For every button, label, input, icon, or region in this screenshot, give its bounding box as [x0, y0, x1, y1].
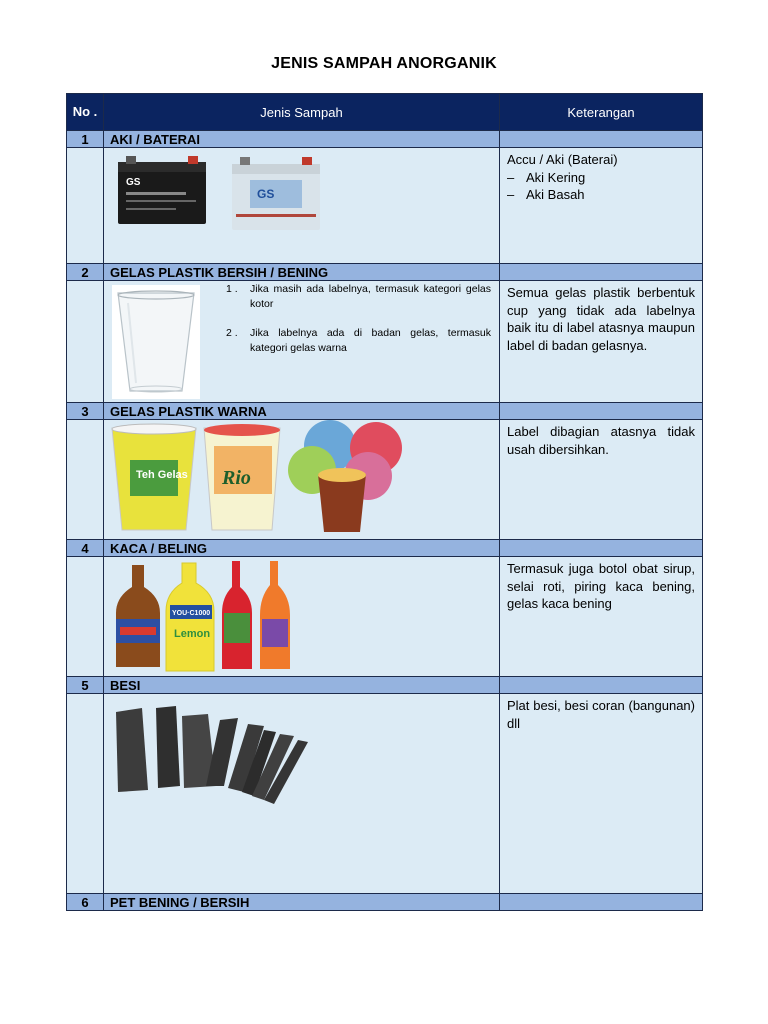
row-number: 2 [67, 264, 104, 281]
note-number: 1 . [226, 283, 238, 295]
svg-text:Lemon: Lemon [174, 628, 211, 640]
colored-cups-cell [104, 420, 500, 540]
waste-table [66, 93, 703, 911]
table-row-body [67, 148, 703, 264]
header-keterangan: Keterangan [500, 94, 703, 131]
table-row-body [67, 694, 703, 894]
iron-bars-cell [104, 694, 500, 894]
row-description: Semua gelas plastik berbentuk cup yang tidak ada labelnya baik itu di label atasnya maupun label di badan gelasnya. [500, 281, 703, 403]
list-item: – Aki Basah [507, 186, 695, 204]
desc-intro: Accu / Aki (Baterai) [507, 152, 618, 167]
battery-images [104, 148, 500, 264]
row-category: PET BENING / BERSIH [104, 894, 500, 911]
row-category: BESI [104, 677, 500, 694]
svg-text:Rio: Rio [222, 467, 251, 489]
row-category: AKI / BATERAI [104, 131, 500, 148]
table-row-header [67, 264, 703, 281]
page-title: JENIS SAMPAH ANORGANIK [271, 55, 497, 72]
table-row-header [67, 677, 703, 694]
row-number: 4 [67, 540, 104, 557]
row-category: GELAS PLASTIK BERSIH / BENING [104, 264, 500, 281]
table-row-header [67, 403, 703, 420]
list-item: – Aki Kering [507, 169, 695, 187]
glass-bottles-image [104, 557, 500, 673]
note-number: 2 . [226, 327, 238, 339]
header-no: No . [67, 94, 104, 131]
table-row-body [67, 557, 703, 677]
row-number: 6 [67, 894, 104, 911]
table-row-header [67, 540, 703, 557]
table-header-row [67, 94, 703, 131]
cup-notes [226, 281, 491, 356]
row-description: Plat besi, besi coran (bangunan) dll [500, 694, 703, 894]
table-row-header [67, 131, 703, 148]
battery-image [104, 148, 500, 260]
note-text: Jika masih ada labelnya, termasuk kategori gelas kotor [250, 283, 491, 310]
svg-text:GS: GS [257, 187, 275, 201]
clear-cup-cell [104, 281, 500, 403]
svg-text:GS: GS [126, 177, 141, 188]
table-row-body [67, 281, 703, 403]
header-jenis: Jenis Sampah [104, 94, 500, 131]
table-row-body [67, 420, 703, 540]
row-number: 3 [67, 403, 104, 420]
row-number: 5 [67, 677, 104, 694]
row-description: Label dibagian atasnya tidak usah dibersihkan. [500, 420, 703, 540]
row-category: GELAS PLASTIK WARNA [104, 403, 500, 420]
row-description [500, 148, 703, 264]
svg-text:YOU·C1000: YOU·C1000 [172, 610, 211, 617]
glass-bottles-cell [104, 557, 500, 677]
desc-list [507, 169, 695, 204]
clear-cup-image [110, 283, 230, 403]
row-category: KACA / BELING [104, 540, 500, 557]
table-row-header [67, 894, 703, 911]
row-number: 1 [67, 131, 104, 148]
note-item [226, 326, 491, 356]
note-item [226, 282, 491, 312]
note-text: Jika labelnya ada di badan gelas, termasuk kategori gelas warna [250, 327, 491, 354]
iron-bars-image [104, 694, 500, 890]
svg-text:Teh Gelas: Teh Gelas [136, 469, 188, 481]
colored-cups-image [104, 420, 500, 536]
row-description: Termasuk juga botol obat sirup, selai roti, piring kaca bening, gelas kaca bening [500, 557, 703, 677]
